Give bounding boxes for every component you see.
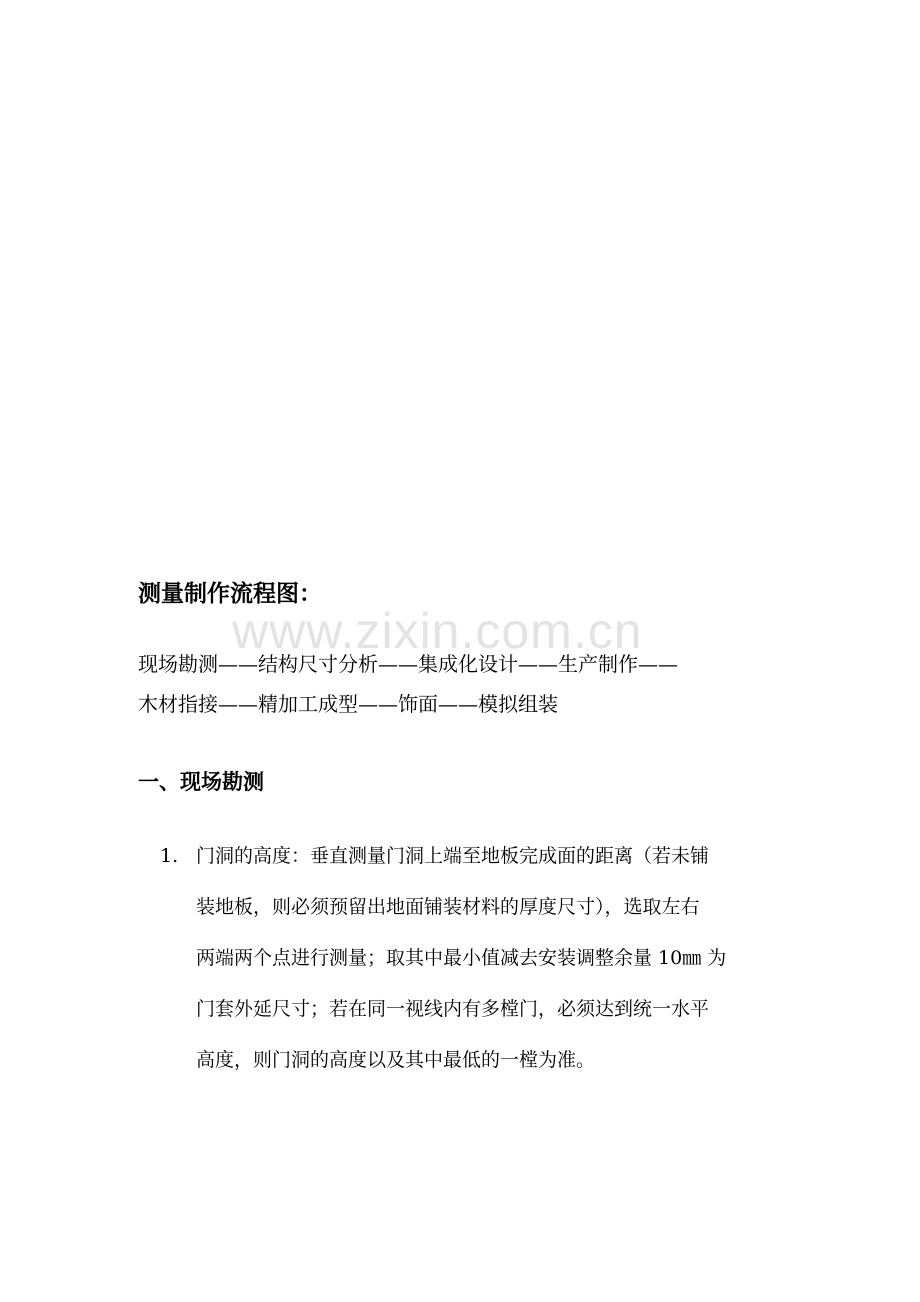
list-item-line: 装地板，则必须预留出地面铺装材料的厚度尺寸），选取左右 (196, 896, 700, 918)
page-title: 测量制作流程图： (138, 581, 322, 607)
list-item-line: 高度，则门洞的高度以及其中最低的一樘为准。 (196, 1049, 596, 1071)
process-flow-line: 木材指接——精加工成型——饰面——模拟组装 (138, 692, 558, 716)
list-item-number: 1. (160, 845, 179, 867)
process-flow-line: 现场勘测——结构尺寸分析——集成化设计——生产制作—— (138, 652, 678, 676)
list-item-line: 门套外延尺寸；若在同一视线内有多樘门，必须达到统一水平 (196, 998, 710, 1020)
list-item-line: 两端两个点进行测量；取其中最小值减去安装调整余量 10㎜ 为 (196, 947, 727, 969)
list-item-line: 门洞的高度：垂直测量门洞上端至地板完成面的距离（若未铺 (196, 845, 710, 867)
process-flow (138, 644, 778, 724)
watermark: www.zixin.com.cn (232, 603, 643, 659)
section-heading: 一、现场勘测 (138, 770, 264, 794)
